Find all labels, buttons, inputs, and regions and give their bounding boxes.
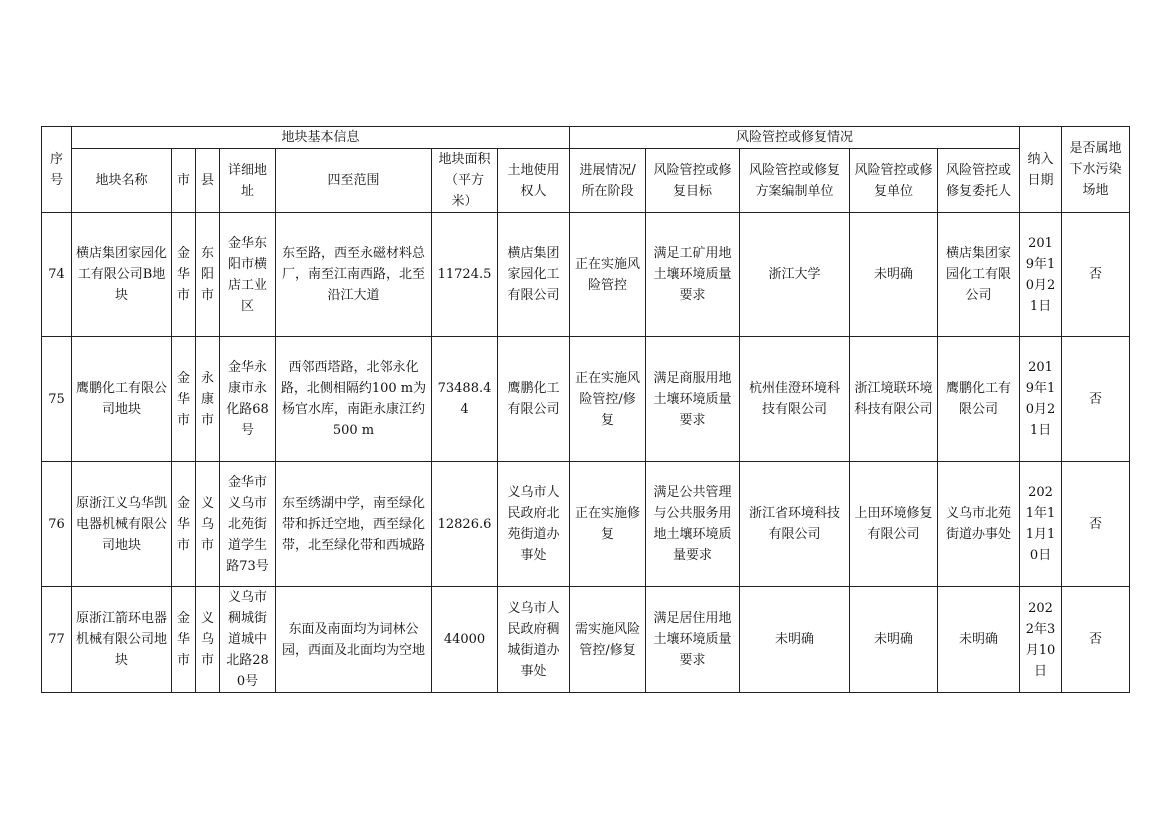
- cell-seq: 75: [42, 337, 72, 462]
- cell-repair-unit: 未明确: [850, 587, 938, 693]
- cell-scope: 东面及南面均为词林公园，西面及北面均为空地: [276, 587, 432, 693]
- cell-address: 金华永康市永化路68号: [220, 337, 276, 462]
- cell-seq: 74: [42, 213, 72, 337]
- header-inclusion-date: 纳入日期: [1020, 127, 1062, 213]
- header-county: 县: [196, 149, 220, 213]
- cell-scope: 西邻西塔路，北邻永化路，北侧相隔约100 m为杨官水库，南距永康江约500 m: [276, 337, 432, 462]
- cell-repair-unit: 上田环境修复有限公司: [850, 462, 938, 587]
- cell-seq: 77: [42, 587, 72, 693]
- header-seq: 序号: [42, 127, 72, 213]
- cell-name: 鹰鹏化工有限公司地块: [72, 337, 172, 462]
- table-row: [42, 337, 1130, 462]
- header-scope: 四至范围: [276, 149, 432, 213]
- cell-address: 金华市义乌市北苑街道学生路73号: [220, 462, 276, 587]
- header-risk-control: 风险管控或修复情况: [570, 127, 1020, 149]
- cell-client: 义乌市北苑街道办事处: [938, 462, 1020, 587]
- cell-county: 义乌市: [196, 587, 220, 693]
- header-target: 风险管控或修复目标: [646, 149, 740, 213]
- cell-progress: 正在实施风险管控: [570, 213, 646, 337]
- cell-city: 金华市: [172, 587, 196, 693]
- cell-county: 东阳市: [196, 213, 220, 337]
- cell-seq: 76: [42, 462, 72, 587]
- header-basic-info: 地块基本信息: [72, 127, 570, 149]
- cell-name: 原浙江义乌华凯电器机械有限公司地块: [72, 462, 172, 587]
- header-client: 风险管控或修复委托人: [938, 149, 1020, 213]
- table-row: [42, 587, 1130, 693]
- cell-repair-unit: 未明确: [850, 213, 938, 337]
- cell-land-user: 义乌市人民政府北苑街道办事处: [498, 462, 570, 587]
- cell-scope: 东至路，西至永磁材料总厂，南至江南西路，北至沿江大道: [276, 213, 432, 337]
- cell-area: 12826.6: [432, 462, 498, 587]
- cell-groundwater: 否: [1062, 587, 1130, 693]
- header-area: 地块面积（平方米）: [432, 149, 498, 213]
- header-name: 地块名称: [72, 149, 172, 213]
- cell-plan-unit: 浙江大学: [740, 213, 850, 337]
- cell-target: 满足工矿用地土壤环境质量要求: [646, 213, 740, 337]
- cell-land-user: 鹰鹏化工有限公司: [498, 337, 570, 462]
- header-land-user: 土地使用权人: [498, 149, 570, 213]
- cell-land-user: 横店集团家园化工有限公司: [498, 213, 570, 337]
- header-groundwater: 是否属地下水污染场地: [1062, 127, 1130, 213]
- cell-date: 2022年3月10日: [1020, 587, 1062, 693]
- cell-city: 金华市: [172, 462, 196, 587]
- cell-address: 义乌市稠城街道城中北路280号: [220, 587, 276, 693]
- cell-plan-unit: 未明确: [740, 587, 850, 693]
- cell-city: 金华市: [172, 213, 196, 337]
- cell-city: 金华市: [172, 337, 196, 462]
- cell-client: 未明确: [938, 587, 1020, 693]
- header-row-groups: [42, 127, 1130, 149]
- header-address: 详细地址: [220, 149, 276, 213]
- cell-groundwater: 否: [1062, 462, 1130, 587]
- cell-scope: 东至绣湖中学，南至绿化带和拆迁空地，西至绿化带，北至绿化带和西城路: [276, 462, 432, 587]
- header-plan-unit: 风险管控或修复方案编制单位: [740, 149, 850, 213]
- cell-area: 11724.5: [432, 213, 498, 337]
- cell-area: 73488.44: [432, 337, 498, 462]
- header-row-columns: [42, 149, 1130, 213]
- cell-target: 满足居住用地土壤环境质量要求: [646, 587, 740, 693]
- cell-plan-unit: 杭州佳澄环境科技有限公司: [740, 337, 850, 462]
- cell-progress: 正在实施修复: [570, 462, 646, 587]
- cell-land-user: 义乌市人民政府稠城街道办事处: [498, 587, 570, 693]
- header-city: 市: [172, 149, 196, 213]
- cell-progress: 正在实施风险管控/修复: [570, 337, 646, 462]
- cell-date: 2021年11月10日: [1020, 462, 1062, 587]
- cell-groundwater: 否: [1062, 213, 1130, 337]
- cell-groundwater: 否: [1062, 337, 1130, 462]
- cell-county: 义乌市: [196, 462, 220, 587]
- cell-address: 金华东阳市横店工业区: [220, 213, 276, 337]
- cell-area: 44000: [432, 587, 498, 693]
- cell-name: 横店集团家园化工有限公司B地块: [72, 213, 172, 337]
- table-row: [42, 213, 1130, 337]
- table-row: [42, 462, 1130, 587]
- cell-target: 满足公共管理与公共服务用地土壤环境质量要求: [646, 462, 740, 587]
- cell-client: 横店集团家园化工有限公司: [938, 213, 1020, 337]
- header-progress: 进展情况/所在阶段: [570, 149, 646, 213]
- cell-county: 永康市: [196, 337, 220, 462]
- cell-progress: 需实施风险管控/修复: [570, 587, 646, 693]
- cell-date: 2019年10月21日: [1020, 337, 1062, 462]
- cell-client: 鹰鹏化工有限公司: [938, 337, 1020, 462]
- cell-target: 满足商服用地土壤环境质量要求: [646, 337, 740, 462]
- cell-date: 2019年10月21日: [1020, 213, 1062, 337]
- cell-repair-unit: 浙江境联环境科技有限公司: [850, 337, 938, 462]
- cell-name: 原浙江箭环电器机械有限公司地块: [72, 587, 172, 693]
- header-repair-unit: 风险管控或修复单位: [850, 149, 938, 213]
- cell-plan-unit: 浙江省环境科技有限公司: [740, 462, 850, 587]
- remediation-sites-table: [41, 126, 1130, 693]
